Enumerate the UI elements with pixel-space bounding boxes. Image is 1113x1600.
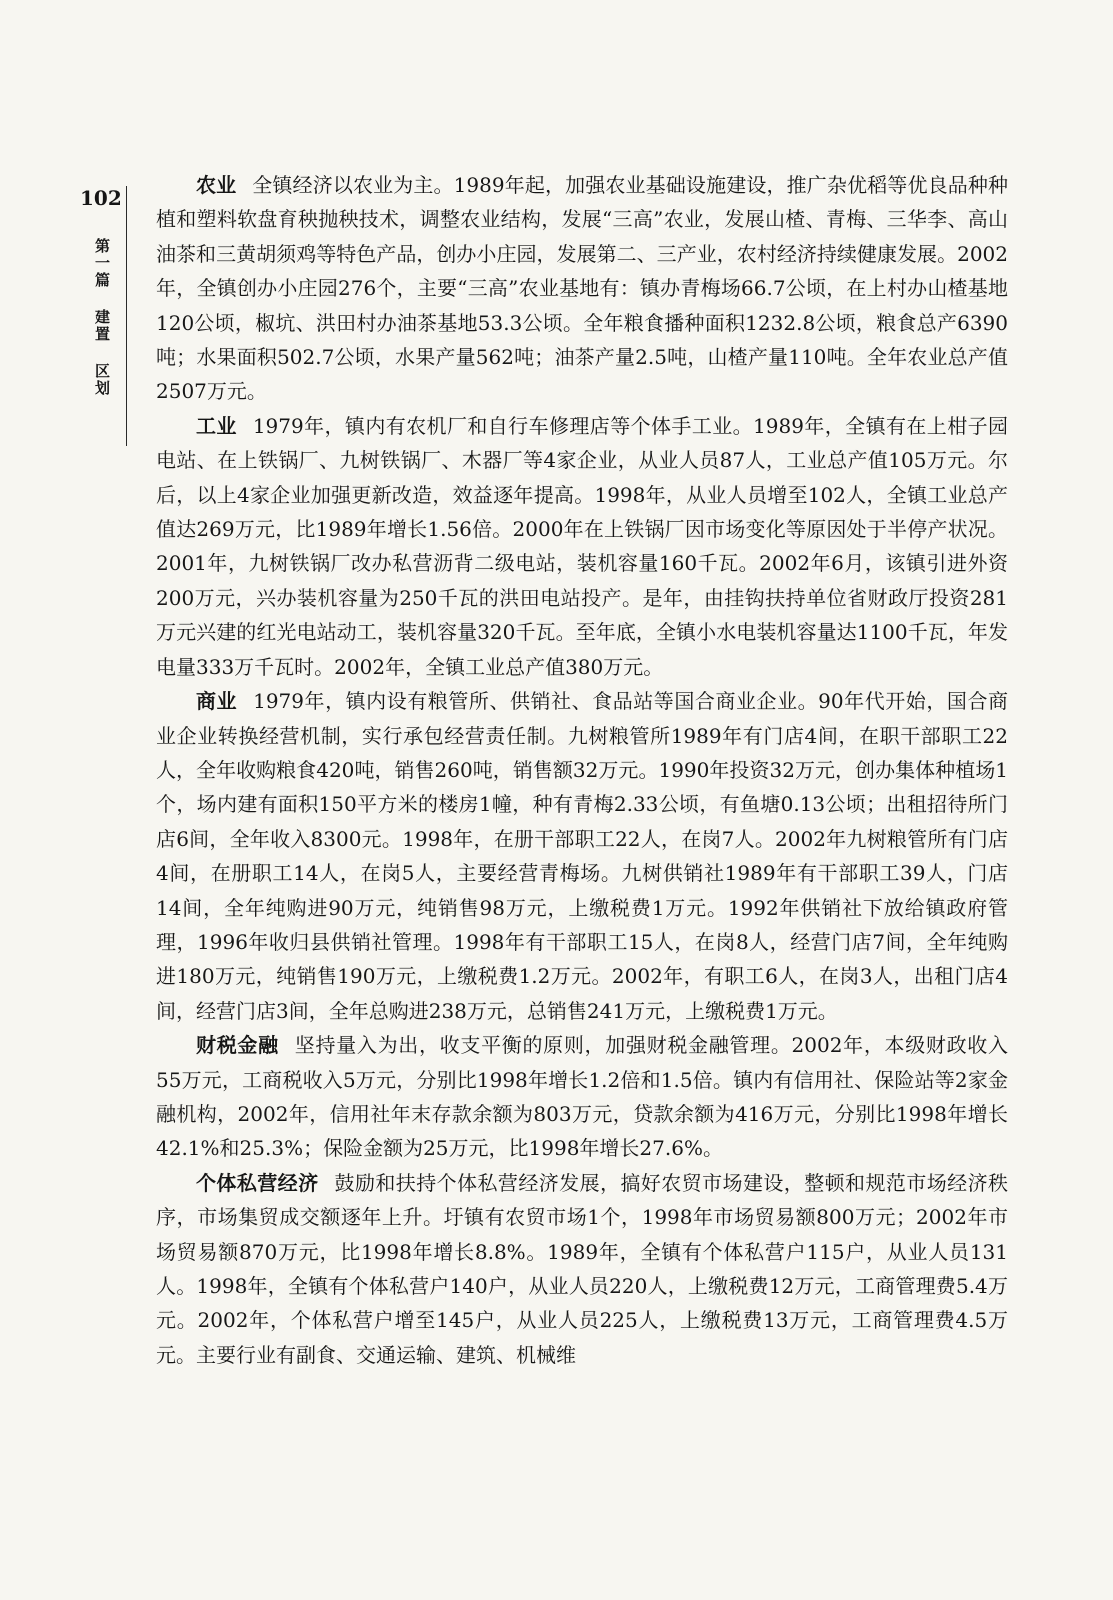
- section-text: 全镇经济以农业为主。1989年起，加强农业基础设施建设，推广杂优稻等优良品种种植和塑料软盘育秧抛秧技术，调整农业结构，发展“三高”农业，发展山楂、青梅、三华李、高山油茶和三黄胡须鸡等特色产品，创办小庄园，发展第二、三产业，农村经济持续健康发展。2002年，全镇创办小庄园276个，主要“三高”农业基地有：镇办青梅场66.7公顷，在上村办山楂基地120公顷，椒坑、洪田村办油茶基地53.3公顷。全年粮食播种面积1232.8公顷，粮食总产6390吨；水果面积502.7公顷，水果产量562吨；油茶产量2.5吨，山楂产量110吨。全年农业总产值2507万元。: [156, 173, 1008, 404]
- section-commerce: [156, 684, 1008, 1028]
- section-agriculture: [156, 168, 1008, 409]
- section-text: 1979年，镇内设有粮管所、供销社、食品站等国合商业企业。90年代开始，国合商业企业转换经营机制，实行承包经营责任制。九树粮管所1989年有门店4间，在职干部职工22人，全年收购粮食420吨，销售260吨，销售额32万元。1990年投资32万元，创办集体种植场1个，场内建有面积150平方米的楼房1幢，种有青梅2.33公顷，有鱼塘0.13公顷；出租招待所门店6间，全年收入8300元。1998年，在册干部职工22人，在岗7人。2002年九树粮管所有门店4间，在册职工14人，在岗5人，主要经营青梅场。九树供销社1989年有干部职工39人，门店14间，全年纯购进90万元，纯销售98万元，上缴税费1万元。1992年供销社下放给镇政府管理，1996年收归县供销社管理。1998年有干部职工15人，在岗8人，经营门店7间，全年纯购进180万元，纯销售190万元，上缴税费1.2万元。2002年，有职工6人，在岗3人，出租门店4间，经营门店3间，全年总购进238万元，总销售241万元，上缴税费1万元。: [156, 689, 1008, 1023]
- section-text: 坚持量入为出，收支平衡的原则，加强财税金融管理。2002年，本级财政收入55万元，工商税收入5万元，分别比1998年增长1.2倍和1.5倍。镇内有信用社、保险站等2家金融机构，2002年，信用社年末存款余额为803万元，贷款余额为416万元，分别比1998年增长42.1%和25.3%；保险金额为25万元，比1998年增长27.6%。: [156, 1033, 1009, 1161]
- running-head: 第一篇 建置 区划: [93, 238, 111, 397]
- section-heading: 个体私营经济: [196, 1170, 319, 1195]
- section-finance: [156, 1028, 1008, 1166]
- section-text: 1979年，镇内有农机厂和自行车修理店等个体手工业。1989年，全镇有在上柑子园电站、在上铁锅厂、九树铁锅厂、木器厂等4家企业，从业人员87人，工业总产值105万元。尔后，以上4家企业加强更新改造，效益逐年提高。1998年，从业人员增至102人，全镇工业总产值达269万元，比1989年增长1.56倍。2000年在上铁锅厂因市场变化等原因处于半停产状况。2001年，九树铁锅厂改办私营沥背二级电站，装机容量160千瓦。2002年6月，该镇引进外资200万元，兴办装机容量为250千瓦的洪田电站投产。是年，由挂钩扶持单位省财政厅投资281万元兴建的红光电站动工，装机容量320千瓦。至年底，全镇小水电装机容量达1100千瓦，年发电量333万千瓦时。2002年，全镇工业总产值380万元。: [156, 413, 1009, 679]
- body-text: [156, 168, 1008, 1372]
- section-heading: 农业: [196, 173, 237, 197]
- page-margin: [80, 186, 127, 446]
- section-industry: [156, 409, 1008, 684]
- page-number: 102: [80, 186, 122, 210]
- section-private-economy: [156, 1166, 1008, 1372]
- section-heading: 工业: [196, 413, 237, 438]
- section-heading: 财税金融: [196, 1033, 279, 1058]
- section-text: 鼓励和扶持个体私营经济发展，搞好农贸市场建设，整顿和规范市场经济秩序，市场集贸成交额逐年上升。圩镇有农贸市场1个，1998年市场贸易额800万元；2002年市场贸易额870万元，比1998年增长8.8%。1989年，全镇有个体私营户115户，从业人员131人。1998年，全镇有个体私营户140户，从业人员220人，上缴税费12万元，工商管理费5.4万元。2002年，个体私营户增至145户，从业人员225人，上缴税费13万元，工商管理费4.5万元。主要行业有副食、交通运输、建筑、机械维: [156, 1170, 1009, 1367]
- section-heading: 商业: [196, 689, 238, 714]
